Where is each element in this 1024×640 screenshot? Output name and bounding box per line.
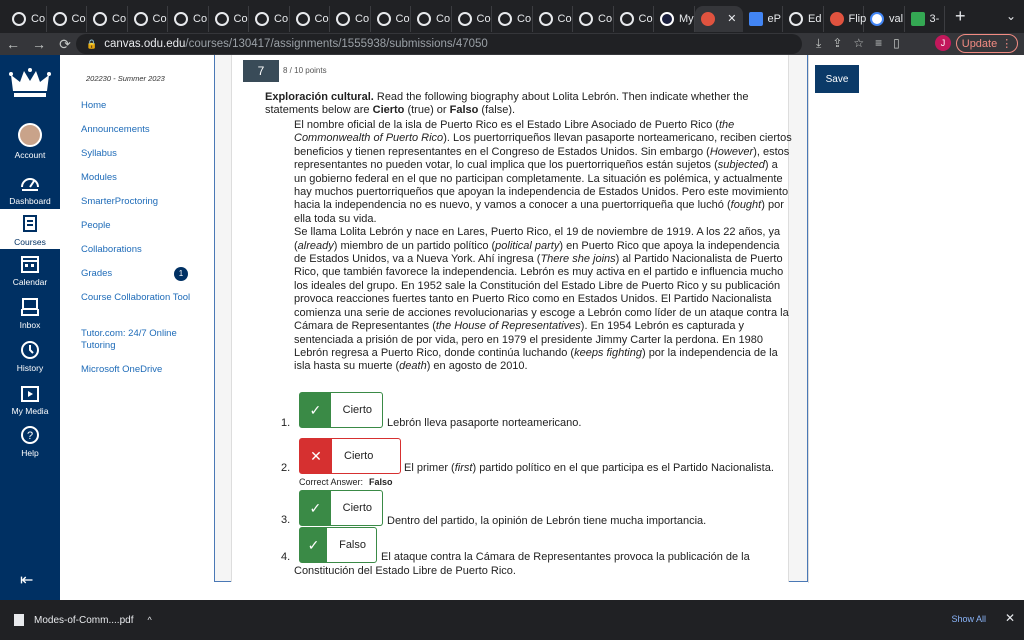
course-nav-home[interactable]: Home	[81, 100, 107, 111]
media-icon	[20, 383, 40, 403]
canvas-icon	[701, 12, 715, 26]
item-1-statement: Lebrón lleva pasaporte norteamericano.	[387, 417, 582, 429]
global-nav-calendar[interactable]	[0, 254, 60, 287]
submission-content[interactable]	[214, 55, 808, 582]
inbox-icon	[20, 297, 40, 317]
global-nav-help-label: Help	[21, 448, 39, 458]
passage-segment: political party	[495, 239, 560, 252]
browser-tab-label: Ed	[808, 12, 822, 25]
back-icon[interactable]: ←	[6, 36, 20, 52]
browser-tab[interactable]	[743, 6, 784, 32]
odu-icon	[660, 12, 674, 26]
browser-tab[interactable]	[290, 6, 331, 32]
more-icon: ⋮	[1001, 38, 1013, 50]
item-4-answer-label: Falso	[339, 539, 366, 551]
avatar	[18, 123, 42, 147]
profile-avatar[interactable]: J	[935, 35, 951, 51]
browser-tab-label: Flip	[848, 12, 867, 25]
item-2-number: 2.	[281, 462, 291, 474]
instructions-cierto: Cierto	[372, 104, 405, 116]
globe-icon	[458, 12, 472, 26]
course-nav-announcements[interactable]: Announcements	[81, 124, 150, 135]
globe-icon	[215, 12, 229, 26]
item-1-number: 1.	[281, 417, 291, 429]
browser-tab-label: Co	[355, 12, 370, 25]
correct-answer	[299, 477, 393, 487]
browser-tab[interactable]	[371, 6, 412, 32]
instructions-falso: Falso	[449, 104, 479, 116]
course-term: 202230 - Summer 2023	[86, 74, 165, 83]
browser-tab-label: Co	[314, 12, 329, 25]
global-nav-help[interactable]	[0, 425, 60, 458]
help-icon	[20, 425, 40, 445]
browser-tab[interactable]	[249, 6, 290, 32]
chevron-up-icon[interactable]: ^	[147, 615, 152, 625]
instructions-false: (false).	[478, 104, 516, 116]
browser-toolbar	[0, 33, 1024, 55]
browser-tab[interactable]	[128, 6, 169, 32]
question-number: 7	[243, 60, 279, 82]
browser-tab-strip	[0, 0, 1024, 33]
browser-tab[interactable]	[6, 6, 47, 32]
url-host: canvas.odu.edu	[104, 38, 186, 50]
global-nav-inbox-label: Inbox	[19, 320, 41, 330]
browser-tab[interactable]	[864, 6, 905, 32]
download-filename: Modes-of-Comm....pdf	[34, 614, 134, 626]
globe-icon	[539, 12, 553, 26]
browser-tab-label: Co	[476, 12, 491, 25]
svg-text:?: ?	[26, 430, 34, 442]
question-points: 8 / 10 points	[283, 66, 327, 75]
browser-tab[interactable]	[614, 6, 655, 32]
item-2-answer-label: Cierto	[344, 450, 374, 462]
instructions-text: Read the following biography about Lolita Lebrón. Then indicate whether the statements below are	[265, 91, 749, 116]
course-nav-onedrive[interactable]: Microsoft OneDrive	[81, 364, 163, 375]
passage-segment: There she joins	[540, 253, 616, 266]
browser-tab-label: Co	[31, 12, 46, 25]
item-1-answer	[299, 392, 383, 428]
global-nav-account[interactable]	[0, 123, 60, 160]
biography-passage	[294, 119, 792, 374]
browser-tab-label: Co	[638, 12, 653, 25]
bookmark-star-icon[interactable]: ☆	[853, 36, 865, 50]
update-label: Update	[961, 37, 998, 50]
browser-tab[interactable]	[411, 6, 452, 32]
course-navigation	[60, 55, 214, 600]
passage-segment: Se llama Lolita Lebrón y nace en Lares, Puerto Rico, el 19 de noviembre de 1919. A los 22 años, ya (	[294, 226, 781, 252]
passage-segment: ). En 1954 Lebrón es capturada y sentenciada a prisión de por vida, pero en 1979 el presidente Jimmy Carter la perdona. En 1980 Lebrón regresa a Puerto Rico, donde continúa luchando (	[294, 320, 764, 359]
global-nav-my-media-label: My Media	[11, 406, 49, 416]
passage-segment: ) en Puerto Rico que apoya la independencia de Estados Unidos, va a Nueva York. Ahí ingresa (	[294, 239, 780, 266]
item-2-statement-italic: first	[454, 462, 473, 474]
docs-icon	[749, 12, 763, 26]
global-nav-account-label: Account	[14, 150, 46, 160]
globe-icon	[336, 12, 350, 26]
passage-segment: ) al Partido Nacionalista de Puerto Rico, que también favorece la independencia. Lebrón es muy activa en el partido e influencia mucho los ideales del grupo. En 1952 sale la Constitución del Estado Libre de Puerto Rico y su publicación provoca reacciones fuertes tanto en Puerto Rico como en Estados Unidos. El Partido Nacionalista comienza una serie de acciones revolucionarias y escoge a Lebrón como líder de un ataque contra la Cámara de Representantes (	[294, 253, 789, 333]
passage-segment: ), estos representantes no pueden votar, lo cual implica que los puertorriqueños están sujetos (	[294, 145, 790, 172]
grades-badge: 1	[174, 267, 188, 281]
close-icon: ✕	[300, 439, 332, 473]
browser-tab[interactable]	[824, 6, 865, 32]
browser-tab-label: Co	[598, 12, 613, 25]
passage-segment: ). Los puertorriqueños llevan pasaporte norteamericano, reciben ciertos beneficios y tienen representantes en el Congreso de Estados Unidos. Sin embargo (	[294, 132, 792, 158]
item-3-answer-label: Cierto	[342, 502, 372, 514]
globe-icon	[93, 12, 107, 26]
instructions-true: (true) or	[404, 104, 450, 116]
correct-answer-label: Correct Answer:	[299, 477, 364, 487]
close-tab-icon[interactable]: ✕	[727, 13, 737, 25]
question-panel	[231, 55, 792, 582]
passage-segment: El nombre oficial de la isla de Puerto Rico es el Estado Libre Asociado de Puerto Rico (	[294, 119, 719, 131]
address-bar[interactable]	[76, 34, 802, 54]
check-icon: ✓	[300, 528, 327, 562]
passage-segment: death	[399, 360, 427, 373]
globe-icon	[498, 12, 512, 26]
check-icon: ✓	[300, 491, 331, 525]
browser-tab[interactable]	[87, 6, 128, 32]
course-nav-smarterproctoring[interactable]: SmarterProctoring	[81, 196, 159, 207]
passage-segment: subjected	[717, 159, 765, 172]
browser-tab[interactable]	[47, 6, 88, 32]
course-nav-syllabus[interactable]: Syllabus	[81, 148, 117, 159]
correct-answer-value: Falso	[369, 477, 393, 487]
collapse-nav-icon[interactable]: ⇤	[20, 572, 34, 589]
file-icon	[14, 614, 24, 626]
browser-tab-label: Co	[395, 12, 410, 25]
global-nav-dashboard[interactable]	[0, 173, 60, 206]
reload-icon[interactable]: ⟳	[59, 35, 71, 52]
update-button[interactable]	[956, 34, 1018, 53]
passage-segment: ) a un gobierno federal en el que no participan completamente. La situación es polémica, y actualmente hay muchos puertorriqueños que apoyan la independencia de Estados Unidos. Pero este movimiento hacia la independencia no es nuevo, y vamos a conocer a una puertorriqueña que luchó (	[294, 159, 789, 212]
download-bar	[0, 600, 1024, 640]
browser-tab[interactable]	[573, 6, 614, 32]
global-nav-history[interactable]	[0, 340, 60, 373]
browser-tab-label: Co	[152, 12, 167, 25]
item-3-answer	[299, 490, 383, 526]
browser-tab-label: Co	[233, 12, 248, 25]
globe-icon	[377, 12, 391, 26]
download-item[interactable]	[14, 614, 133, 626]
browser-tab[interactable]	[452, 6, 493, 32]
browser-tab-label: Co	[517, 12, 532, 25]
passage-paragraph-1	[294, 119, 792, 226]
course-nav-collaborations[interactable]: Collaborations	[81, 244, 142, 255]
global-navigation	[0, 55, 60, 600]
edge-icon	[789, 12, 803, 26]
passage-paragraph-2	[294, 226, 792, 373]
save-button[interactable]: Save	[815, 65, 859, 93]
right-sidebar-panel	[808, 55, 1024, 583]
check-icon: ✓	[300, 393, 331, 427]
passage-segment: keeps fighting	[574, 346, 642, 359]
globe-icon	[620, 12, 634, 26]
passage-segment: However	[709, 145, 754, 158]
install-icon[interactable]: ⤓	[816, 36, 822, 50]
passage-segment: ) miembro de un partido político (	[333, 239, 496, 252]
dashboard-icon	[20, 173, 40, 193]
new-tab-button[interactable]: +	[955, 6, 966, 26]
globe-icon	[296, 12, 310, 26]
toolbar-icons	[816, 36, 900, 51]
item-2-answer	[299, 438, 401, 474]
side-panel-icon[interactable]: ▯	[893, 36, 900, 50]
url-path: /courses/130417/assignments/1555938/submissions/47050	[185, 38, 488, 50]
courses-icon	[20, 214, 40, 234]
browser-tab[interactable]	[695, 6, 743, 32]
show-all-button[interactable]: Show All	[951, 614, 986, 624]
share-icon[interactable]: ⇪	[832, 36, 843, 50]
passage-segment: the Commonwealth of Puerto Rico	[294, 119, 735, 145]
browser-tab-label: 3-	[929, 12, 940, 25]
tab-search-icon[interactable]: ⌄	[1005, 9, 1016, 23]
passage-segment: ) por la independencia de la isla hasta su muerte (	[294, 346, 778, 373]
browser-tab-label: Co	[557, 12, 572, 25]
passage-segment: the House of Representatives	[435, 320, 581, 333]
browser-tab[interactable]	[905, 6, 946, 32]
course-nav-tutor[interactable]: Tutor.com: 24/7 Online Tutoring	[81, 328, 177, 351]
instructions-title: Exploración cultural.	[265, 91, 374, 103]
passage-segment: fought	[730, 199, 762, 212]
browser-tab[interactable]	[168, 6, 209, 32]
browser-tab-label: Co	[71, 12, 86, 25]
course-nav-modules[interactable]: Modules	[81, 172, 117, 183]
browser-tab-label: My	[679, 12, 694, 25]
passage-segment: ) por ella toda su vida.	[294, 199, 784, 225]
item-2-statement-a: El primer (	[404, 462, 455, 474]
browser-tab-label: Co	[112, 12, 127, 25]
course-nav-grades[interactable]: Grades	[81, 268, 113, 279]
browser-tab[interactable]	[533, 6, 574, 32]
reading-list-icon[interactable]: ≡	[875, 36, 883, 50]
global-nav-inbox[interactable]	[0, 297, 60, 330]
browser-tab[interactable]	[492, 6, 533, 32]
globe-icon	[53, 12, 67, 26]
question-instructions	[265, 91, 760, 117]
globe-icon	[255, 12, 269, 26]
browser-tab-label: eP	[767, 12, 781, 25]
browser-tab[interactable]	[330, 6, 371, 32]
right-sidebar	[808, 55, 1024, 600]
item-3-number: 3.	[281, 514, 291, 526]
sheets-icon	[911, 12, 925, 26]
globe-icon	[174, 12, 188, 26]
forward-icon[interactable]: →	[32, 36, 46, 52]
browser-tab-label: Co	[274, 12, 289, 25]
browser-tab[interactable]	[783, 6, 824, 32]
calendar-icon	[20, 254, 40, 274]
passage-segment: already	[297, 239, 334, 252]
global-nav-history-label: History	[16, 363, 44, 373]
passage-segment: ) en agosto de 2010.	[426, 360, 528, 373]
flip-icon	[830, 12, 844, 26]
item-3-statement: Dentro del partido, la opinión de Lebrón tiene mucha importancia.	[387, 515, 707, 527]
browser-tab[interactable]	[654, 6, 695, 32]
course-nav-people[interactable]: People	[81, 220, 111, 231]
globe-icon	[417, 12, 431, 26]
item-1-answer-label: Cierto	[342, 404, 372, 416]
global-nav-dashboard-label: Dashboard	[9, 196, 51, 206]
history-icon	[20, 340, 40, 360]
item-4-number: 4.	[281, 551, 291, 563]
globe-icon	[579, 12, 593, 26]
close-icon[interactable]: ✕	[1004, 611, 1015, 625]
browser-tab-label: Co	[193, 12, 208, 25]
global-nav-courses-label: Courses	[14, 237, 46, 247]
course-nav-course-collaboration-tool[interactable]: Course Collaboration Tool	[81, 292, 191, 303]
globe-icon	[12, 12, 26, 26]
browser-tab-label: Co	[436, 12, 451, 25]
global-nav-courses[interactable]	[0, 209, 60, 249]
globe-icon	[134, 12, 148, 26]
browser-tab-label: val	[889, 12, 904, 25]
browser-tab[interactable]	[209, 6, 250, 32]
global-nav-my-media[interactable]	[0, 383, 60, 416]
item-2-statement	[404, 461, 774, 475]
google-icon	[870, 12, 884, 26]
lock-icon[interactable]: 🔒	[86, 38, 98, 49]
crown-logo-icon[interactable]	[9, 67, 51, 99]
item-2-statement-b: ) partido político en el que participa es el Partido Nacionalista.	[472, 462, 774, 474]
item-4-statement: El ataque contra la Cámara de Representantes provoca la publicación de la Constitución del Estado Libre de Puerto Rico.	[294, 551, 750, 577]
global-nav-calendar-label: Calendar	[12, 277, 48, 287]
